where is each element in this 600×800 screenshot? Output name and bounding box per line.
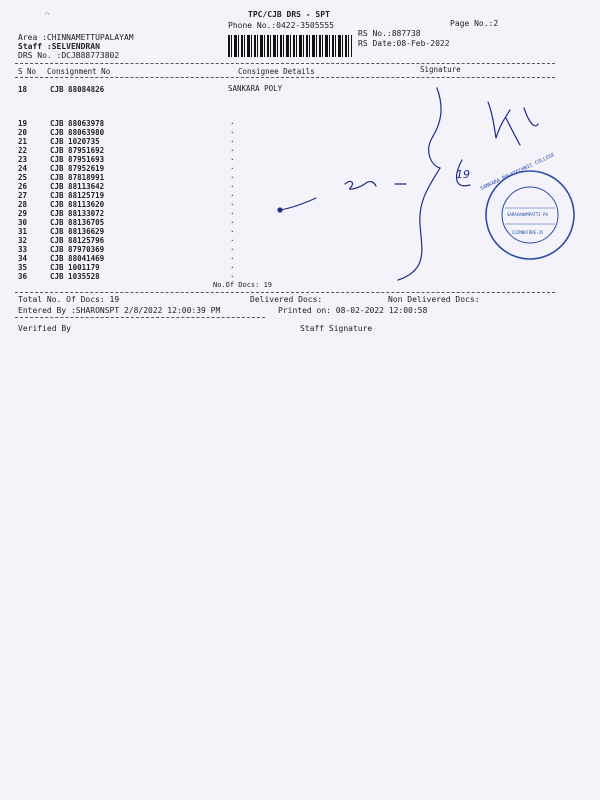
stamp-ring-text: SANKARA POLYTECHNIC COLLEGE bbox=[479, 152, 556, 192]
row-consignee: . bbox=[230, 180, 235, 189]
row-sno: 29 bbox=[18, 209, 28, 218]
row-sno: 21 bbox=[18, 137, 28, 146]
row-sno: 22 bbox=[18, 146, 28, 155]
page-number: Page No.:2 bbox=[450, 19, 499, 28]
entered-by: Entered By :SHARONSPT 2/8/2022 12:00:39 PM bbox=[18, 306, 221, 315]
stamp-inner-line2: COIMBATORE-35 bbox=[512, 230, 544, 235]
handwritten-count: 19 bbox=[456, 168, 470, 181]
row-consignment: CJB 88125719 bbox=[50, 191, 105, 200]
row-sno: 20 bbox=[18, 128, 28, 137]
verified-by: Verified By bbox=[18, 324, 71, 333]
non-delivered-docs: Non Delivered Docs: bbox=[388, 295, 480, 304]
row-consignment: CJB 88041469 bbox=[50, 254, 105, 263]
row-sno: 35 bbox=[18, 263, 28, 272]
row-consignee: . bbox=[230, 135, 235, 144]
stamp-inner-line1: SARAVANAMPATTI PO bbox=[507, 212, 548, 217]
row-consignee: . bbox=[230, 270, 235, 279]
row-consignment: CJB 88133072 bbox=[50, 209, 105, 218]
row-consignee: . bbox=[230, 234, 235, 243]
row-sno: 27 bbox=[18, 191, 28, 200]
row-consignment: CJB 88113620 bbox=[50, 200, 105, 209]
row-consignment: CJB 1001179 bbox=[50, 263, 100, 272]
row-consignment: CJB 88063978 bbox=[50, 119, 105, 128]
row-consignment: CJB 87970369 bbox=[50, 245, 105, 254]
row-sno: 28 bbox=[18, 200, 28, 209]
corner-mark-icon: ⌒ bbox=[45, 10, 50, 18]
row-consignment: CJB 88063980 bbox=[50, 128, 105, 137]
row-consignment: CJB 1020735 bbox=[50, 137, 100, 146]
row-consignment: CJB 88084826 bbox=[50, 85, 105, 94]
printed-on: Printed on: 08-02-2022 12:00:58 bbox=[278, 306, 428, 315]
row-sno: 23 bbox=[18, 155, 28, 164]
row-consignee: . bbox=[230, 252, 235, 261]
divider bbox=[15, 317, 265, 318]
delivered-docs: Delivered Docs: bbox=[250, 295, 323, 304]
total-docs: Total No. Of Docs: 19 bbox=[18, 295, 120, 304]
row-consignee: . bbox=[230, 216, 235, 225]
col-consignment-header: Consignment No bbox=[47, 67, 111, 76]
divider bbox=[15, 77, 555, 78]
phone-number: Phone No.:0422-3505555 bbox=[228, 21, 334, 30]
row-sno: 26 bbox=[18, 182, 28, 191]
row-consignee: . bbox=[230, 243, 235, 252]
row-consignee: . bbox=[230, 198, 235, 207]
row-consignment: CJB 88136629 bbox=[50, 227, 105, 236]
row-consignee: . bbox=[230, 126, 235, 135]
staff-label: Staff :SELVENDRAN bbox=[18, 42, 100, 51]
row-consignment: CJB 1035528 bbox=[50, 272, 100, 281]
barcode-icon bbox=[228, 35, 352, 57]
row-consignment: CJB 87951692 bbox=[50, 146, 105, 155]
row-sno: 30 bbox=[18, 218, 28, 227]
row-sno: 34 bbox=[18, 254, 28, 263]
row-sno: 18 bbox=[18, 85, 28, 94]
row-consignment: CJB 88113642 bbox=[50, 182, 105, 191]
document-title: TPC/CJB DRS - SPT bbox=[248, 10, 330, 19]
row-consignment: CJB 88125796 bbox=[50, 236, 105, 245]
row-sno: 25 bbox=[18, 173, 28, 182]
row-consignee: . bbox=[230, 117, 235, 126]
col-sno-header: S No bbox=[18, 67, 37, 76]
row-consignee: . bbox=[230, 207, 235, 216]
row-sno: 19 bbox=[18, 119, 28, 128]
row-sno: 31 bbox=[18, 227, 28, 236]
drs-number: DRS No. :DCJB88773802 bbox=[18, 51, 120, 60]
row-consignee: . bbox=[230, 144, 235, 153]
row-consignee: . bbox=[230, 162, 235, 171]
row-sno: 32 bbox=[18, 236, 28, 245]
col-consignee-header: Consignee Details bbox=[238, 67, 315, 76]
row-sno: 24 bbox=[18, 164, 28, 173]
rs-date: RS Date:08-Feb-2022 bbox=[358, 39, 450, 48]
row-consignee: . bbox=[230, 261, 235, 270]
staff-signature-label: Staff Signature bbox=[300, 324, 373, 333]
col-signature-header: Signature bbox=[420, 65, 461, 74]
row-consignee: SANKARA POLY bbox=[228, 84, 283, 93]
row-consignee: . bbox=[230, 189, 235, 198]
row-consignee: . bbox=[230, 153, 235, 162]
row-consignee: . bbox=[230, 225, 235, 234]
row-consignment: CJB 87951693 bbox=[50, 155, 105, 164]
row-sno: 36 bbox=[18, 272, 28, 281]
row-consignment: CJB 87818991 bbox=[50, 173, 105, 182]
row-consignment: CJB 87952619 bbox=[50, 164, 105, 173]
divider bbox=[15, 292, 555, 293]
docs-count: No.Of Docs: 19 bbox=[213, 281, 273, 289]
divider bbox=[15, 63, 555, 64]
rs-number: RS No.:887738 bbox=[358, 29, 421, 38]
row-consignee: . bbox=[230, 171, 235, 180]
row-consignment: CJB 88136705 bbox=[50, 218, 105, 227]
area-label: Area :CHINNAMETTUPALAYAM bbox=[18, 33, 134, 42]
row-sno: 33 bbox=[18, 245, 28, 254]
